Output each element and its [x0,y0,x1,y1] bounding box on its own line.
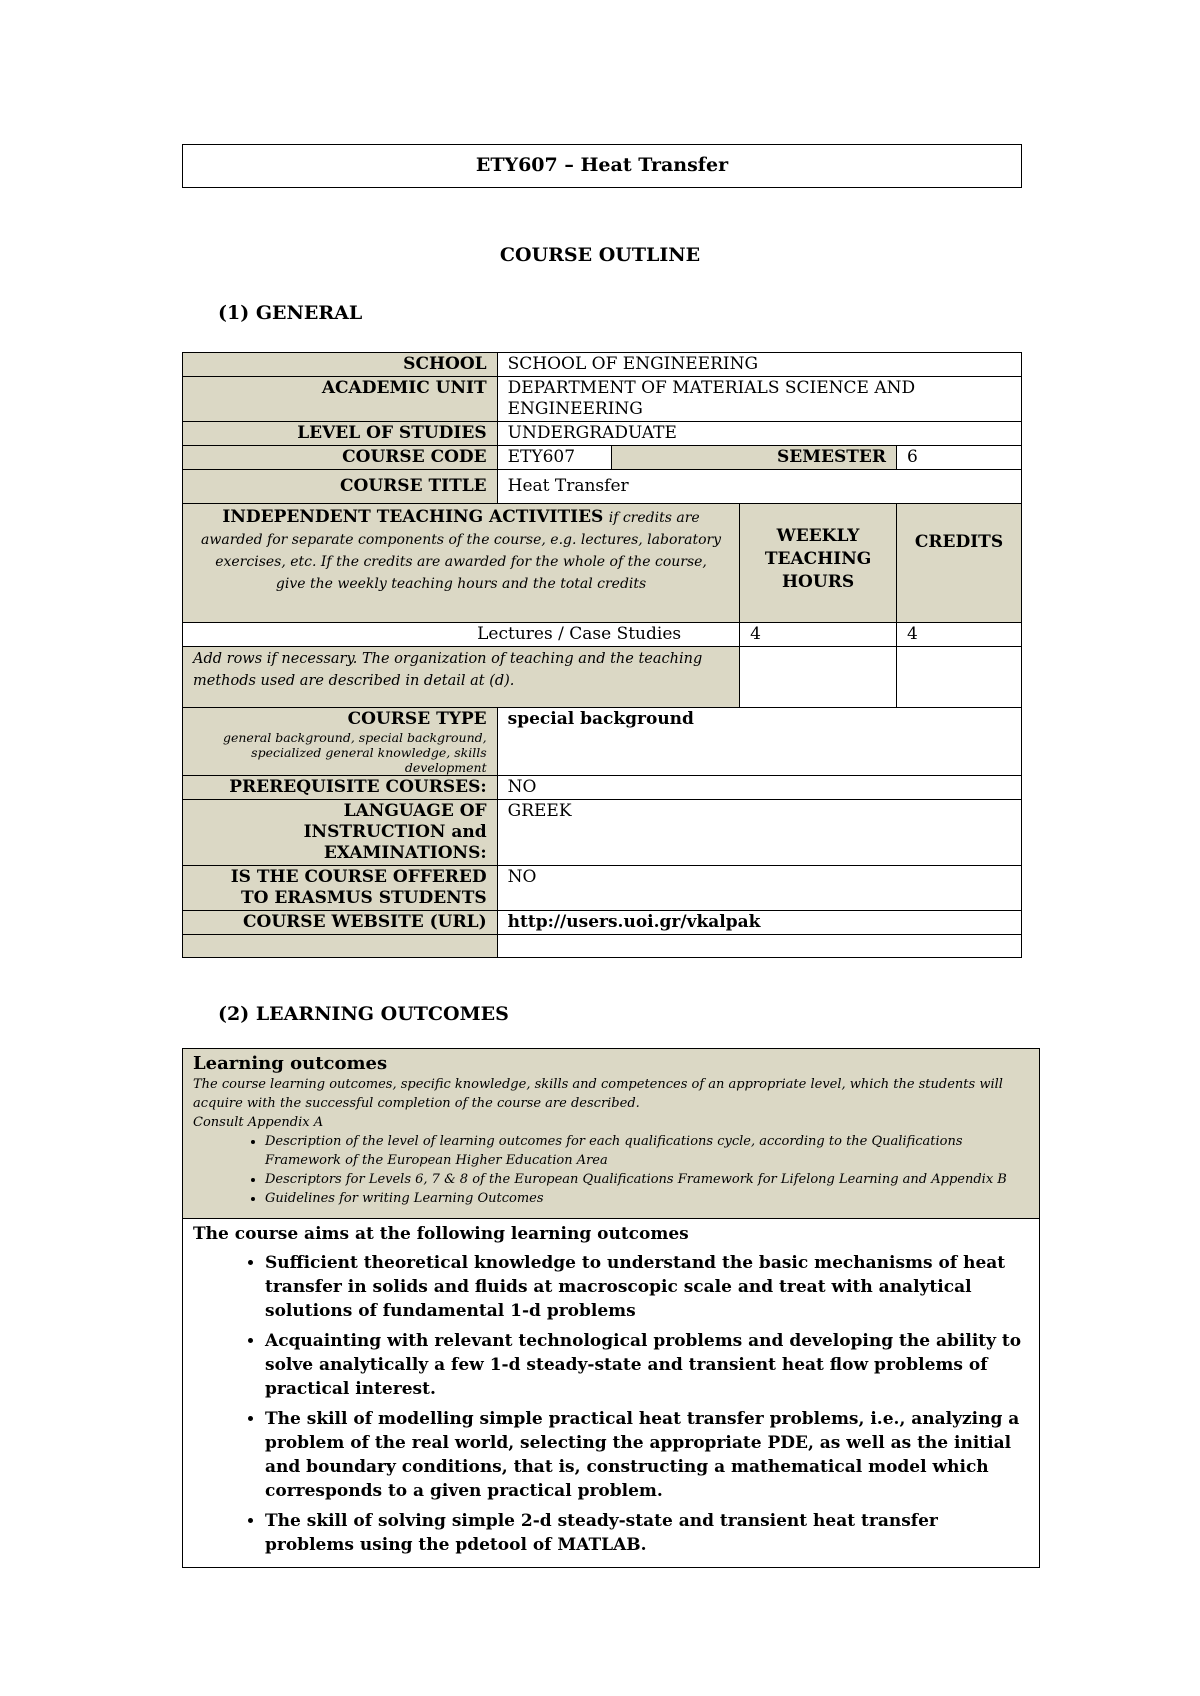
table-row [183,800,1022,866]
list-item: • The skill of solving simple 2-d steady-state and transient heat transfer problems using the pdetool of MATLAB. [265,1509,1029,1557]
activities-note: if credits are awarded for separate components of the course, e.g. lectures, laboratory exercises, etc. If the credits are awarded for the whole of the course, give the weekly teaching hours and the total credits [201,510,722,592]
learning-outcomes-table [182,1048,1040,1568]
school-value: SCHOOL OF ENGINEERING [497,353,1021,377]
outcomes-list [193,1251,1029,1557]
learning-consult: Consult Appendix A [193,1115,324,1130]
empty-label-cell [183,935,498,958]
table-row [183,422,1022,446]
table-row [183,866,1022,911]
weekly-hours-header: WEEKLY TEACHING HOURS [740,504,897,623]
learning-heading: Learning outcomes [193,1053,388,1074]
course-title-label: COURSE TITLE [183,470,498,504]
course-type-cell [183,708,498,776]
list-item: • Acquainting with relevant technological problems and developing the ability to solve analytically a few 1-d steady-state and transient heat flow problems of practical interest. [265,1329,1029,1401]
learning-outcomes-cell [183,1219,1040,1568]
learning-description: The course learning outcomes, specific knowledge, skills and competences of an appropriate level, which the students will acquire with the successful completion of the course are described. [193,1077,1003,1111]
erasmus-label: IS THE COURSE OFFERED TO ERASMUS STUDENTS [183,866,498,911]
prerequisite-label: PREREQUISITE COURSES: [183,776,498,800]
list-item: • Sufficient theoretical knowledge to understand the basic mechanisms of heat transfer in solids and fluids at macroscopic scale and treat with analytical solutions of fundamental 1-d problems [265,1251,1029,1323]
activity-credits: 4 [897,623,1022,647]
general-table [182,352,1022,958]
table-row [183,1049,1040,1219]
table-row [183,911,1022,935]
activities-header [183,504,740,623]
website-value[interactable]: http://users.uoi.gr/vkalpak [497,911,1021,935]
empty-hours-cell [740,647,897,708]
learning-guidance [193,1075,1029,1208]
aims-heading: The course aims at the following learning outcomes [193,1224,689,1244]
school-label: SCHOOL [183,353,498,377]
table-row [183,776,1022,800]
table-row [183,377,1022,422]
course-type-value: special background [497,708,1021,776]
semester-value: 6 [897,446,1022,470]
level-label: LEVEL OF STUDIES [183,422,498,446]
empty-credits-cell [897,647,1022,708]
activity-name: Lectures / Case Studies [183,623,740,647]
academic-unit-value: DEPARTMENT OF MATERIALS SCIENCE AND ENGINEERING [497,377,1021,422]
table-row [183,446,1022,470]
rows-note-cell [183,647,740,708]
list-item: • Guidelines for writing Learning Outcomes [265,1189,1029,1208]
list-item: • Descriptors for Levels 6, 7 & 8 of the European Qualifications Framework for Lifelong Learning and Appendix B [265,1170,1029,1189]
academic-unit-label: ACADEMIC UNIT [183,377,498,422]
prerequisite-value: NO [497,776,1021,800]
semester-label: SEMESTER [611,446,896,470]
activities-label: INDEPENDENT TEACHING ACTIVITIES [222,507,604,527]
table-row [183,708,1022,776]
course-type-label: COURSE TYPE [347,709,487,729]
activity-hours: 4 [740,623,897,647]
language-value: GREEK [497,800,1021,866]
outline-heading: COURSE OUTLINE [499,244,701,266]
section-learning-heading: (2) LEARNING OUTCOMES [218,1003,509,1025]
course-title-box: ETY607 – Heat Transfer [182,144,1022,188]
language-label: LANGUAGE OF INSTRUCTION and EXAMINATIONS: [183,800,498,866]
table-row [183,470,1022,504]
table-row [183,647,1022,708]
guidance-list [193,1132,1029,1208]
learning-guidance-cell [183,1049,1040,1219]
empty-value-cell [497,935,1021,958]
course-code-label: COURSE CODE [183,446,498,470]
website-label: COURSE WEBSITE (URL) [183,911,498,935]
course-type-note: general background, special background, specialized general knowledge, skills development [222,730,487,775]
list-item: • Description of the level of learning outcomes for each qualifications cycle, according to the Qualifications Framework of the European Higher Education Area [265,1132,1029,1170]
rows-note: Add rows if necessary. The organization of teaching and the teaching methods used are described in detail at (d). [193,651,703,689]
list-item: • The skill of modelling simple practical heat transfer problems, i.e., analyzing a problem of the real world, selecting the appropriate PDE, as well as the initial and boundary conditions, that is, constructing a mathematical model which corresponds to a given practical problem. [265,1407,1029,1503]
table-row [183,504,1022,623]
section-general-heading: (1) GENERAL [218,302,363,324]
course-title-value: Heat Transfer [497,470,1021,504]
table-row [183,623,1022,647]
table-row [183,353,1022,377]
table-row [183,935,1022,958]
credits-header: CREDITS [897,504,1022,623]
erasmus-value: NO [497,866,1021,911]
level-value: UNDERGRADUATE [497,422,1021,446]
table-row [183,1219,1040,1568]
course-code-value: ETY607 [497,446,611,470]
